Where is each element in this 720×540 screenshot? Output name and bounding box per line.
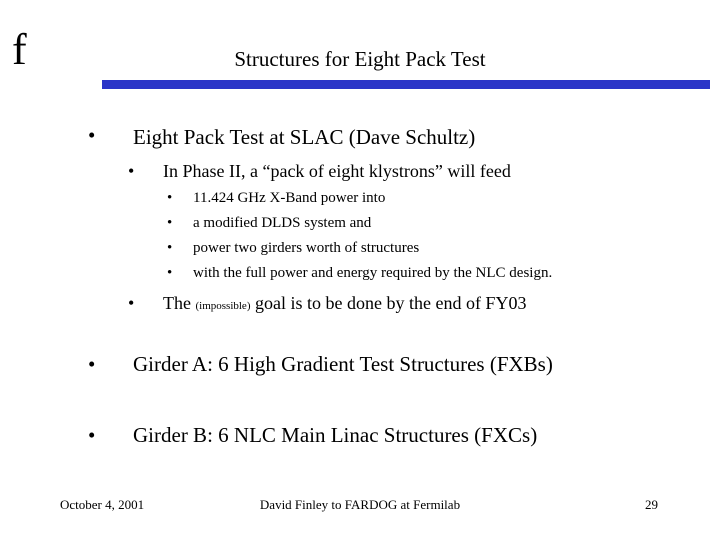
bullet-girder-b: Girder B: 6 NLC Main Linac Structures (FXCs) xyxy=(133,423,538,447)
footer-presenter: David Finley to FARDOG at Fermilab xyxy=(259,497,461,512)
goal-text-pre: The xyxy=(163,293,191,313)
bullet-dot: • xyxy=(128,161,135,181)
logo: f xyxy=(12,25,27,74)
title-underline-bar xyxy=(102,80,710,89)
bullet-dot: • xyxy=(167,190,173,206)
bullet-two-girders: power two girders worth of structures xyxy=(193,240,420,256)
bullet-dot: • xyxy=(128,293,135,313)
goal-text-post: goal is to be done by the end of FY03 xyxy=(254,293,527,313)
bullet-xband-power: 11.424 GHz X-Band power into xyxy=(193,190,386,206)
bullet-full-power: with the full power and energy required by the NLC design. xyxy=(193,265,553,281)
bullet-phase-two: In Phase II, a “pack of eight klystrons” will feed xyxy=(163,161,511,181)
footer-date: October 4, 2001 xyxy=(60,497,145,512)
bullet-girder-a: Girder A: 6 High Gradient Test Structures (FXBs) xyxy=(133,352,553,376)
bullet-dlds-system: a modified DLDS system and xyxy=(193,215,372,231)
bullet-dot: • xyxy=(88,123,96,147)
footer-page-number: 29 xyxy=(645,497,658,512)
bullet-dot: • xyxy=(167,215,173,231)
bullet-dot: • xyxy=(88,423,96,447)
bullet-dot: • xyxy=(88,352,96,376)
bullet-goal xyxy=(163,293,526,314)
slide-title: Structures for Eight Pack Test xyxy=(234,47,486,71)
bullet-dot: • xyxy=(167,240,173,256)
bullet-dot: • xyxy=(167,265,173,281)
bullet-eight-pack-test: Eight Pack Test at SLAC (Dave Schultz) xyxy=(133,125,476,149)
goal-text-impossible: (impossible) xyxy=(195,300,251,312)
